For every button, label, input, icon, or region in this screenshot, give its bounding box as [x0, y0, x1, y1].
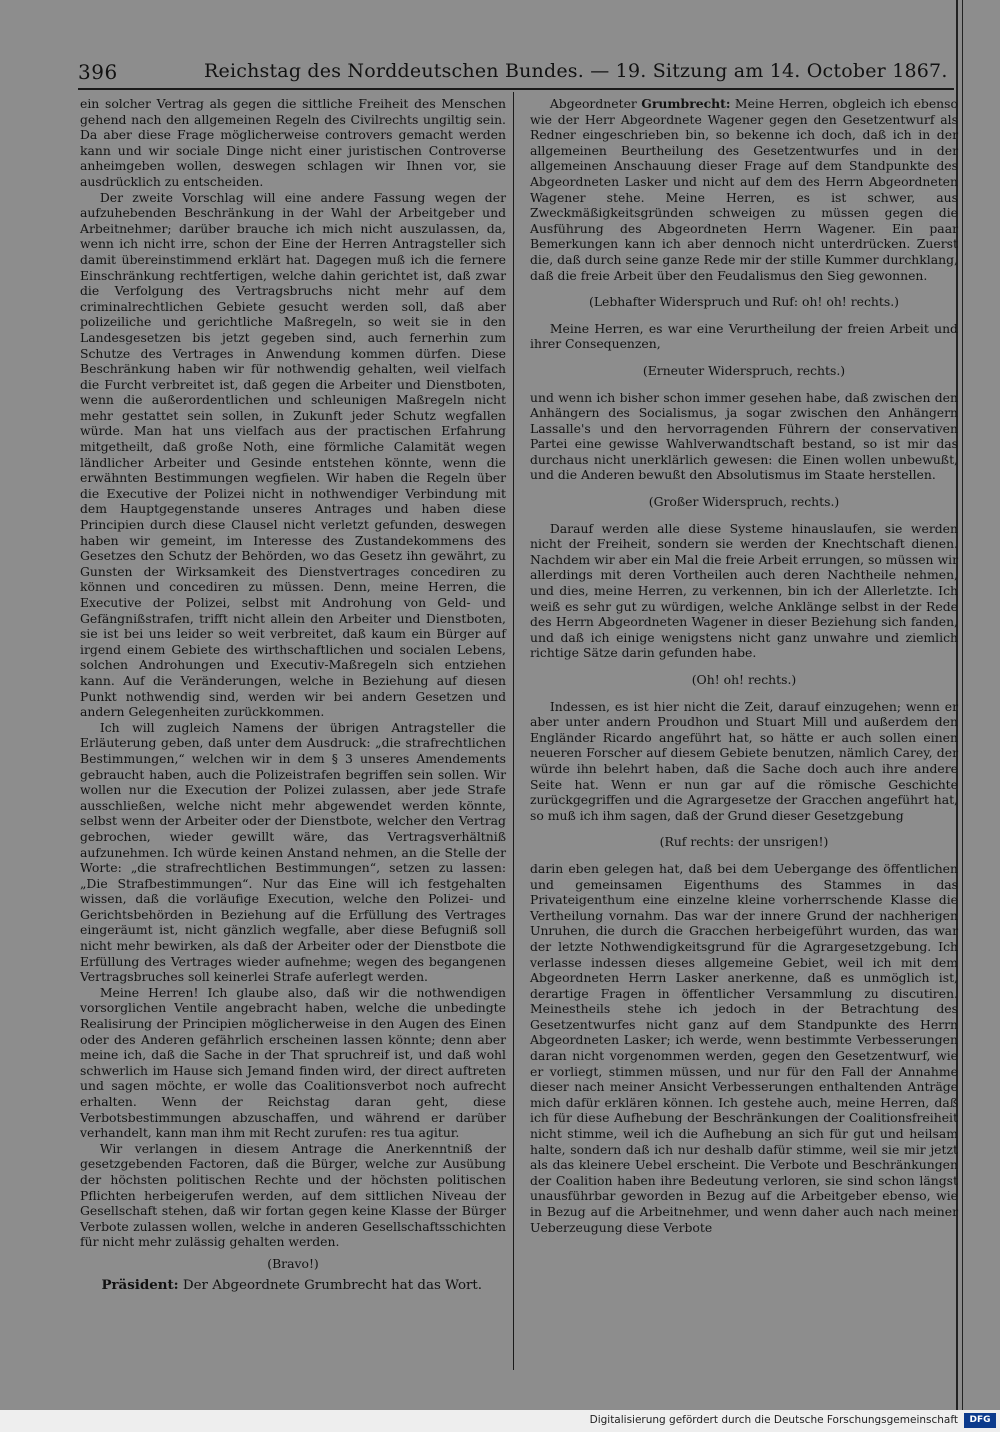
dfg-logo: DFG: [964, 1413, 996, 1428]
president-text: Der Abgeordnete Grumbrecht hat das Wort.: [182, 1277, 483, 1293]
paragraph: Der zweite Vorschlag will eine andere Fassung wegen der aufzuhebenden Beschränkung in der Wahl der Arbeitgeber und Arbeitnehmer; darüber brauche ich mich nicht auszulassen, da, wenn ich nicht irre, schon der Eine der Herren Antragsteller sich damit übereinstimmend erklärt hat. Dagegen muß ich die fernere Einschränkung rechtfertigen, welche dahin gerichtet ist, daß zwar die Verfolgung des Vertragsbruchs nicht mehr auf dem criminalrechtlichen Gebiete gesucht werden soll, daß aber polizeiliche und gerichtliche Maßregeln, so weit sie in den Landesgesetzen bis jetzt gegeben sind, auch fernerhin zum Schutze des Vertrages in Anwendung kommen dürfen. Diese Beschränkung haben wir für nothwendig gehalten, weil vielfach die Furcht verbreitet ist, daß gegen die Arbeiter und Dienstboten, wenn die außerordentlichen und schleunigen Maßregeln nicht mehr gestattet sein sollen, in Zukunft jeder Schutz wegfallen würde. Man hat uns vielfach aus der practischen Erfahrung mitgetheilt, daß große Noth, eine förmliche Calamität wegen ländlicher Arbeiter und Gesinde entstehen könnte, wenn die erwähnten Bestimmungen wegfielen. Wir haben die Regeln über die Executive der Polizei nicht in nothwendiger Verbindung mit dem Hauptgegenstande unseres Antrages und haben diese Principien durch diese Clausel nicht verletzt gefunden, deswegen haben wir gemeint, im Interesse des Zustandekommens des Gesetzes den Schutz der Behörden, wo das Gesetz ihn gewährt, zu Gunsten der Wirksamkeit des Dienstvertrages concediren zu können und concediren zu müssen. Denn, meine Herren, die Executive der Polizei, selbst mit Androhung von Geld- und Gefängnißstrafen, trifft nicht allein den Arbeiter und Dienstboten, sie ist bei uns leider so weit verbreitet, daß kaum ein Bürger auf irgend einem Gebiete des wirthschaftlichen und socialen Lebens, solchen Androhungen und Executiv-Maßregeln sich entziehen kann. Auf die Veränderungen, welche in Beziehung auf diesen Punkt nothwendig sind, werden wir bei andern Gesetzen und andern Gelegenheiten zurückkommen.: [80, 189, 506, 720]
speaker-intro: Abgeordneter: [549, 96, 637, 111]
paragraph: Wir verlangen in diesem Antrage die Anerkenntniß der gesetzgebenden Factoren, daß die Bürger, welche zur Ausübung der höchsten politischen Rechte und der höchsten politischen Pflichten herbeigerufen werden, auf dem sittlichen Niveau der Gesellschaft stehen, daß wir fortan gegen keine Klasse der Bürger Verbote zulassen wollen, welche in anderen Gesellschaftsschichten für nicht mehr zulässig gehalten werden.: [80, 1140, 506, 1250]
right-column: [530, 96, 958, 1235]
president-label: Präsident:: [101, 1276, 179, 1293]
paragraph: Ich will zugleich Namens der übrigen Antragsteller die Erläuterung geben, daß unter dem Ausdruck: „die strafrechtlichen Bestimmungen,“ welchen wir in dem § 3 unseres Amendements gebraucht haben, auch die Polizeistrafen begriffen sein sollen. Wir wollen nur die Execution der Polizei zulassen, aber jede Strafe ausschließen, welche nicht mehr abgewendet werden könnte, selbst wenn der Arbeiter oder der Dienstbote, welcher den Vertrag gebrochen, wieder gewillt wäre, das Vertragsverhältniß aufzunehmen. Ich würde keinen Anstand nehmen, an die Stelle der Worte: „die strafrechtlichen Bestimmungen“, setzen zu lassen: „Die Strafbestimmungen“. Nur das Eine will ich festgehalten wissen, daß die vorläufige Execution, welche den Polizei- und Gerichtsbehörden in Beziehung auf die Erfüllung des Vertrages eingeräumt ist, nicht gänzlich wegfalle, aber diese Befugniß soll nicht mehr bewirken, als daß der Arbeiter oder der Dienstbote die Erfüllung des Vertrages wieder aufnehme; wegen des begangenen Vertragsbruches soll keinerlei Strafe auferlegt werden.: [80, 719, 506, 985]
interjection: (Bravo!): [267, 1255, 319, 1271]
interjection: (Ruf rechts: der unsrigen!): [659, 834, 829, 850]
funding-notice: Digitalisierung gefördert durch die Deutsche Forschungsgemeinschaft: [589, 1414, 958, 1426]
paragraph: Meine Herren, obgleich ich ebenso wie der Herr Abgeordnete Wagener gegen den Gesetzentwurf als Redner eingeschrieben bin, so bekenne ich doch, daß ich in der allgemeinen Beurtheilung des Gesetzentwurfes und in der allgemeinen Anschauung dieser Frage auf dem Standpunkte des Abgeordneten Lasker und nicht auf dem des Herrn Abgeordneten Wagener stehe. Meine Herren, es ist schwer, aus Zweckmäßigkeitsgründen schweigen zu müssen gegen die Ausführung des Abgeordneten Herrn Wagener. Ein paar Bemerkungen kann ich aber dennoch nicht unterdrücken. Zuerst die, daß durch seine ganze Rede mir der stille Kummer durchklang, daß die freie Arbeit über den Feudalismus den Sieg gewonnen.: [530, 96, 958, 283]
footer-bar: [0, 1410, 1000, 1432]
page-edge-line: [962, 0, 963, 1432]
interjection: (Lebhafter Widerspruch und Ruf: oh! oh! rechts.): [588, 294, 899, 310]
header-rule: [78, 88, 954, 90]
paragraph: Indessen, es ist hier nicht die Zeit, darauf einzugehen; wenn er aber unter andern Proudhon und Stuart Mill und außerdem den Engländer Ricardo angeführt hat, so hätte er auch sollen einen neueren Forscher auf diesem Gebiete benutzen, nämlich Carey, der würde ihn belehrt haben, daß die Sache doch auch ihre andere Seite hat. Wenn er nun gar auf die römische Geschichte zurückgegriffen und die Agrargesetze der Gracchen angeführt hat, so muß ich ihm sagen, daß der Grund dieser Gesetzgebung: [530, 698, 958, 823]
paragraph: Meine Herren, es war eine Verurtheilung der freien Arbeit und ihrer Consequenzen,: [530, 320, 958, 352]
paragraph: ein solcher Vertrag als gegen die sittliche Freiheit des Menschen gehend nach den allgemeinen Regeln des Civilrechts ungiltig sein. Da aber diese Frage möglicherweise controvers gemacht werden kann und wir sociale Dinge nicht einer juristischen Controverse anheimgeben wollen, deswegen schlagen wir Ihnen vor, sie ausdrücklich zu entscheiden.: [80, 96, 506, 189]
page-number: 396: [78, 60, 118, 84]
paragraph: und wenn ich bisher schon immer gesehen habe, daß zwischen den Anhängern des Socialismus, ja sogar zwischen den Anhängern Lassalle's und den hervorragenden Führern der conservativen Partei eine gewisse Wahlverwandtschaft bestand, so ist mir das durchaus nicht unerklärlich gewesen: die Einen wollen unbewußt, und die Anderen bewußt den Absolutismus im Staate herstellen.: [530, 389, 958, 483]
left-column: [80, 96, 506, 1293]
interjection: (Großer Widerspruch, rechts.): [648, 494, 840, 510]
running-head: Reichstag des Norddeutschen Bundes. — 19. Sitzung am 14. October 1867.: [204, 60, 948, 82]
paragraph: Meine Herren! Ich glaube also, daß wir die nothwendigen vorsorglichen Ventile angebracht haben, welche die unbedingte Realisirung der Principien möglicherweise in den Augen des Einen oder des Anderen gefährlich erscheinen lassen könnte; denn aber meine ich, daß die Sache in der That spruchreif ist, und daß wohl schwerlich im Hause sich Jemand finden wird, der direct auftreten und sagen möchte, er wolle das Coalitionsverbot noch aufrecht erhalten. Wenn der Reichstag daran geht, diese Verbotsbestimmungen abzuschaffen, und während er darüber verhandelt, kann man ihm mit Recht zurufen: res tua agitur.: [80, 984, 506, 1141]
paragraph: darin eben gelegen hat, daß bei dem Uebergange des öffentlichen und gemeinsamen Eigenthums des Stammes in das Privateigenthum eine einzelne kleine vorherrschende Klasse die Vertheilung vornahm. Das war der innere Grund der nachherigen Unruhen, die durch die Gracchen herbeigeführt wurden, das war der letzte Nothwendigkeitsgrund für die Agrargesetzgebung. Ich verlasse indessen dieses allgemeine Gebiet, weil ich mit dem Abgeordneten Herrn Lasker anerkenne, daß es unmöglich ist, derartige Fragen in öffentlicher Versammlung zu discutiren. Meinestheils stehe ich jedoch in der Betrachtung des Gesetzentwurfes nicht ganz auf dem Standpunkte des Herrn Abgeordneten Lasker; ich werde, wenn bestimmte Verbesserungen daran nicht vorgenommen werden, gegen den Gesetzentwurf, wie er vorliegt, stimmen müssen, und nur für den Fall der Annahme dieser nach meiner Ansicht Verbesserungen enthaltenden Anträge mich dafür erklären können. Ich gestehe auch, meine Herren, daß ich für diese Aufhebung der Beschränkungen der Coalitionsfreiheit nicht stimme, weil ich die Aufhebung an sich für gut und heilsam halte, sondern daß ich nur deshalb dafür stimme, weil sie mir jetzt als das kleinere Uebel erscheint. Die Verbote und Beschränkungen der Coalition haben ihre Bedeutung verloren, sie sind schon längst unausführbar geworden in Bezug auf die Arbeitgeber ebenso, wie in Bezug auf die Arbeitnehmer, und wenn daher auch nach meiner Ueberzeugung diese Verbote: [530, 860, 958, 1235]
interjection: (Erneuter Widerspruch, rechts.): [642, 362, 846, 378]
interjection: (Oh! oh! rechts.): [691, 672, 797, 687]
speech-opening: [530, 96, 958, 283]
paragraph: Darauf werden alle diese Systeme hinauslaufen, sie werden nicht der Freiheit, sondern sie werden der Knechtschaft dienen. Nachdem wir aber ein Mal die freie Arbeit errungen, so müssen wir allerdings mit deren Vortheilen auch deren Nachtheile nehmen, und dies, meine Herren, zu verkennen, bin ich der Allerletzte. Ich weiß es sehr gut zu würdigen, welche Anklänge selbst in der Rede des Herrn Abgeordneten Wagener in dieser Beziehung sich fanden, und daß ich einige wenigstens nicht ganz unwahre und ziemlich richtige Sätze darin gefunden habe.: [530, 520, 958, 661]
speaker-name: Grumbrecht:: [641, 96, 731, 111]
president-line: [80, 1278, 506, 1294]
page-header: [74, 58, 954, 88]
column-divider: [513, 92, 514, 1370]
